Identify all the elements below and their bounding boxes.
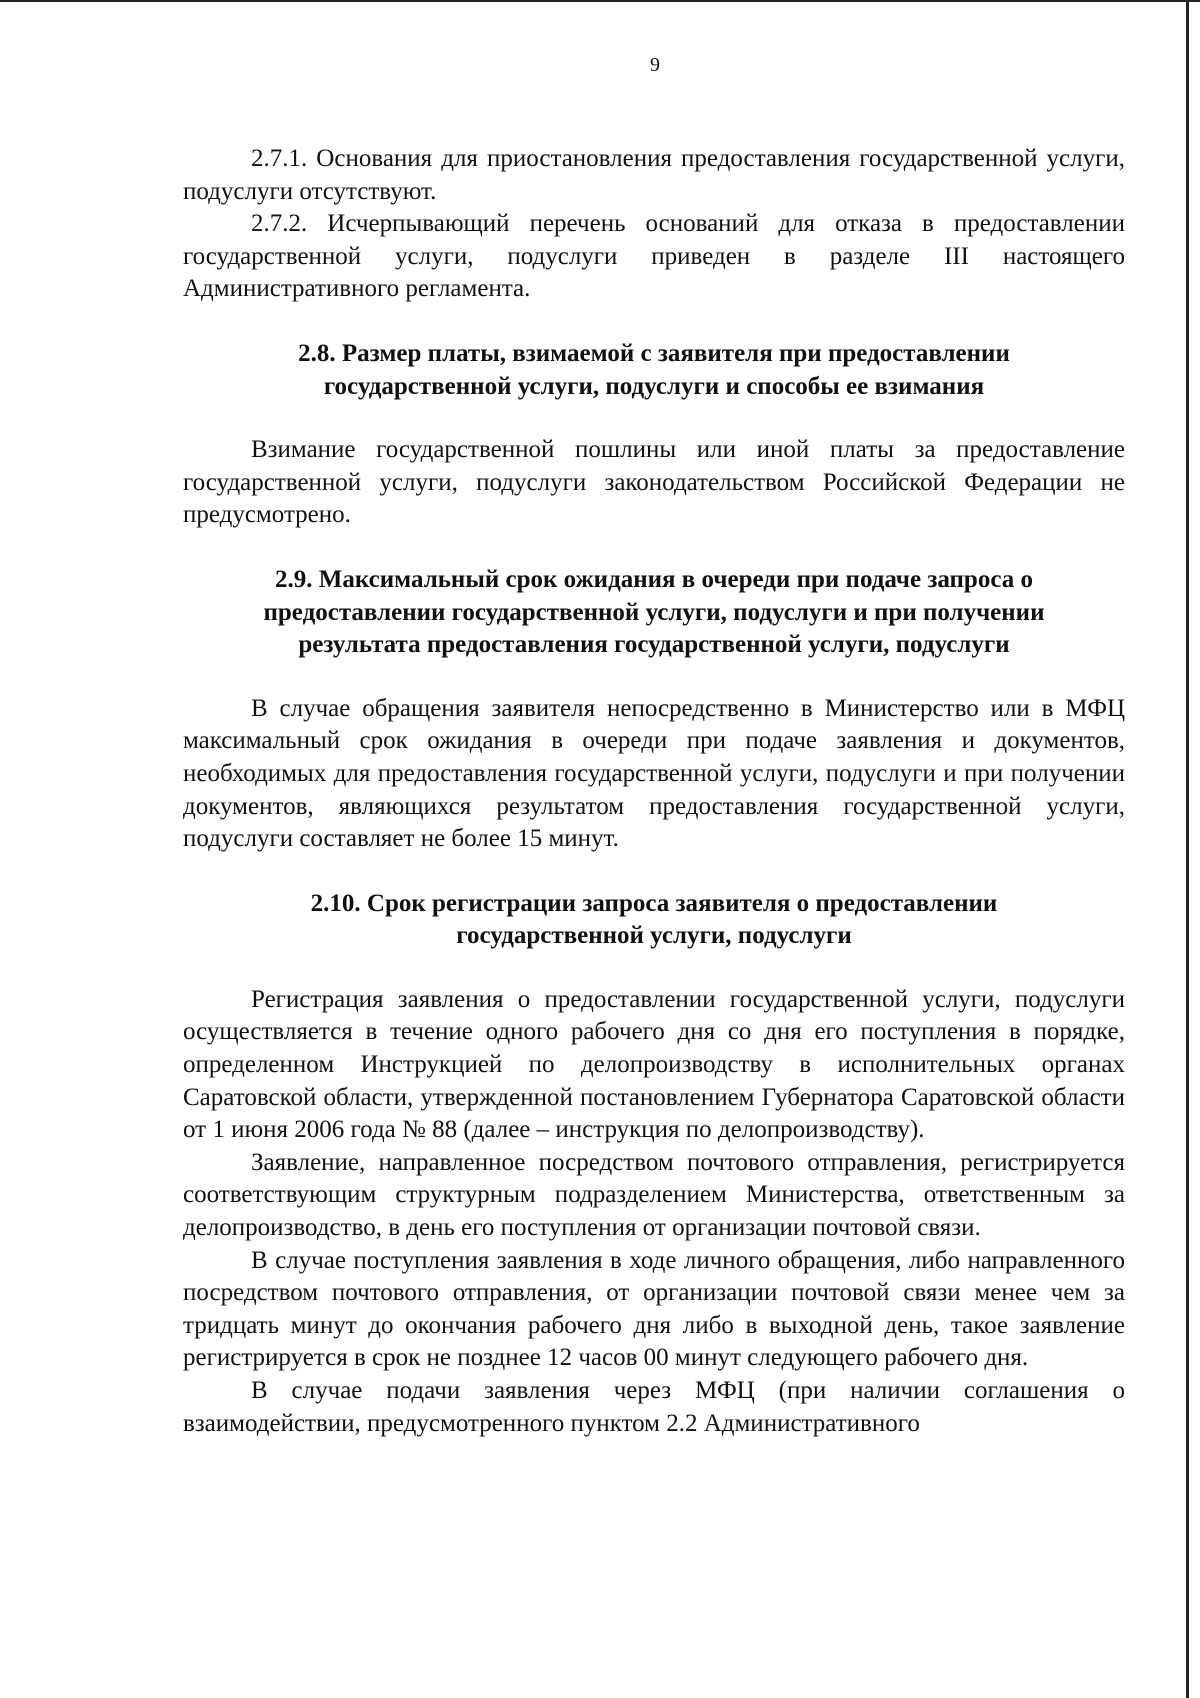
paragraph-fee: Взимание государственной пошлины или иной платы за предоставление государственной услуги, подуслуги законодательством Российской Федерации не предусмотрено. <box>183 436 1125 529</box>
heading-line: государственной услуги, подуслуги <box>456 922 852 950</box>
section-heading-2-9 <box>183 564 1125 662</box>
heading-line: 2.9. Максимальный срок ожидания в очереди при подаче запроса о <box>274 565 1033 593</box>
scan-edge-top <box>0 0 1200 2</box>
paragraph-2-7-2: 2.7.2. Исчерпывающий перечень оснований для отказа в предоставлении государственной услуги, подуслуги приведен в разделе III настоящего Административного регламента. <box>183 210 1125 303</box>
scan-edge-right <box>1186 0 1189 1698</box>
paragraph-postal-registration: Заявление, направленное посредством почтового отправления, регистрируется соответствующим структурным подразделением Министерства, ответственным за делопроизводство, в день его поступления от организации почтовой связи. <box>183 1148 1125 1242</box>
page-number: 9 <box>650 54 660 76</box>
heading-line: 2.10. Срок регистрации запроса заявителя о предоставлении <box>310 889 998 917</box>
paragraph-registration: Регистрация заявления о предоставлении государственной услуги, подуслуги осуществляется в течение одного рабочего дня со дня его поступления в порядке, определенном Инструкцией по делопроизводству в исполнительных органах Саратовской области, утвержденной постановлением Губернатора Саратовской области от 1 июня 2006 года № 88 (далее – инструкция по делопроизводству). <box>183 985 1125 1144</box>
heading-line: результата предоставления государственной услуги, подуслуги <box>298 631 1010 659</box>
heading-line: предоставлении государственной услуги, подуслуги и при получении <box>263 598 1045 626</box>
heading-line: государственной услуги, подуслуги и способы ее взимания <box>323 372 985 400</box>
document-body <box>183 143 1125 1440</box>
paragraph-late-registration: В случае поступления заявления в ходе личного обращения, либо направленного посредством почтового отправления, от организации почтовой связи менее чем за тридцать минут до окончания рабочего дня либо в выходной день, такое заявление регистрируется в срок не позднее 12 часов 00 минут следующего рабочего дня. <box>183 1246 1125 1372</box>
heading-line: 2.8. Размер платы, взимаемой с заявителя при предоставлении <box>298 339 1010 367</box>
section-heading-2-8 <box>183 338 1125 403</box>
section-heading-2-10 <box>183 888 1125 953</box>
paragraph-2-7-1: 2.7.1. Основания для приостановления предоставления государственной услуги, подуслуги отсутствуют. <box>183 145 1125 205</box>
paragraph-queue-time: В случае обращения заявителя непосредственно в Министерство или в МФЦ максимальный срок ожидания в очереди при подаче заявления и документов, необходимых для предоставления государственной услуги, подуслуги и при получении документов, являющихся результатом предоставления государственной услуги, подуслуги составляет не более 15 минут. <box>183 694 1125 853</box>
paragraph-mfc-submission: В случае подачи заявления через МФЦ (при наличии соглашения о взаимодействии, предусмотренного пунктом 2.2 Административного <box>183 1377 1125 1437</box>
